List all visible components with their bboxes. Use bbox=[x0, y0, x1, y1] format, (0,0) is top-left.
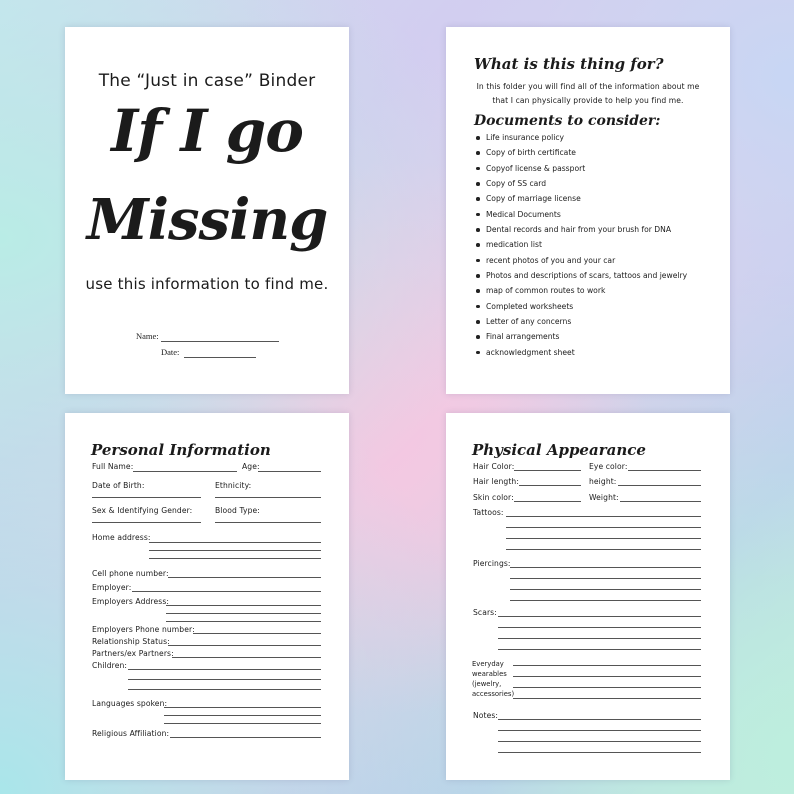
headline-if-i-go: If I go bbox=[111, 97, 303, 165]
list-item: Photos and descriptions of scars, tattoos and jewelry bbox=[476, 268, 687, 283]
blood-type-label: Blood Type: bbox=[215, 506, 260, 515]
partners-label: Partners/ex Partners: bbox=[92, 649, 174, 658]
notes-label: Notes: bbox=[473, 711, 499, 720]
notes-line bbox=[498, 719, 701, 720]
cover-page bbox=[65, 27, 349, 394]
wearables-label-line: (jewelry, bbox=[472, 680, 502, 688]
tattoos-line bbox=[506, 527, 701, 528]
children-line bbox=[128, 689, 321, 690]
dob-line bbox=[92, 497, 201, 498]
notes-line bbox=[498, 741, 701, 742]
documents-heading: Documents to consider: bbox=[474, 113, 661, 129]
list-item: recent photos of you and your car bbox=[476, 253, 687, 268]
languages-line bbox=[164, 723, 321, 724]
tattoos-label: Tattoos: bbox=[473, 508, 504, 517]
list-item: Copy of SS card bbox=[476, 176, 687, 191]
list-item: Completed worksheets bbox=[476, 299, 687, 314]
about-heading: What is this thing for? bbox=[474, 55, 664, 73]
dob-label: Date of Birth: bbox=[92, 481, 145, 490]
religious-line bbox=[170, 737, 321, 738]
piercings-line bbox=[510, 578, 701, 579]
religious-label: Religious Affiliation: bbox=[92, 729, 170, 738]
list-item: Final arrangements bbox=[476, 329, 687, 344]
home-address-line bbox=[149, 542, 321, 543]
name-line bbox=[161, 341, 279, 342]
eye-color-line bbox=[628, 470, 701, 471]
hair-color-label: Hair Color: bbox=[473, 462, 515, 471]
list-item: Copy of marriage license bbox=[476, 191, 687, 206]
home-address-label: Home address: bbox=[92, 533, 151, 542]
height-line bbox=[618, 485, 701, 486]
wearables-label-line: wearables bbox=[472, 670, 507, 678]
height-label: height: bbox=[589, 477, 617, 486]
piercings-line bbox=[510, 589, 701, 590]
personal-heading: Personal Information bbox=[91, 441, 271, 459]
scars-line bbox=[498, 638, 701, 639]
headline-missing: Missing bbox=[86, 187, 328, 253]
employers-address-line bbox=[166, 613, 321, 614]
full-name-label: Full Name: bbox=[92, 462, 134, 471]
wearables-line bbox=[513, 687, 701, 688]
documents-list bbox=[476, 130, 687, 360]
age-label: Age: bbox=[242, 462, 260, 471]
skin-color-line bbox=[514, 501, 581, 502]
children-line bbox=[128, 669, 321, 670]
binder-title: The “Just in case” Binder bbox=[98, 71, 316, 91]
employer-label: Employer: bbox=[92, 583, 132, 592]
piercings-label: Piercings: bbox=[473, 559, 511, 568]
employers-address-label: Employers Address: bbox=[92, 597, 170, 606]
list-item: Letter of any concerns bbox=[476, 314, 687, 329]
tattoos-line bbox=[506, 549, 701, 550]
sex-label: Sex & Identifying Gender: bbox=[92, 506, 193, 515]
age-line bbox=[258, 471, 321, 472]
tattoos-line bbox=[506, 538, 701, 539]
wearables-line bbox=[513, 698, 701, 699]
languages-line bbox=[164, 707, 321, 708]
skin-color-label: Skin color: bbox=[473, 493, 514, 502]
ethnicity-label: Ethnicity: bbox=[215, 481, 252, 490]
list-item: medication list bbox=[476, 237, 687, 252]
partners-line bbox=[172, 657, 321, 658]
hair-length-line bbox=[519, 485, 581, 486]
home-address-line bbox=[149, 550, 321, 551]
physical-heading: Physical Appearance bbox=[472, 441, 646, 459]
list-item: Medical Documents bbox=[476, 207, 687, 222]
blood-type-line bbox=[215, 522, 321, 523]
list-item: Life insurance policy bbox=[476, 130, 687, 145]
personal-info-page bbox=[65, 413, 349, 780]
home-address-line bbox=[149, 558, 321, 559]
employers-address-line bbox=[166, 605, 321, 606]
hair-length-label: Hair length: bbox=[473, 477, 519, 486]
children-line bbox=[128, 679, 321, 680]
languages-label: Languages spoken: bbox=[92, 699, 168, 708]
wearables-line bbox=[513, 665, 701, 666]
employers-phone-line bbox=[193, 633, 321, 634]
piercings-line bbox=[510, 567, 701, 568]
scars-line bbox=[498, 627, 701, 628]
employer-line bbox=[132, 591, 321, 592]
list-item: Copy of birth certificate bbox=[476, 145, 687, 160]
languages-line bbox=[164, 715, 321, 716]
list-item: map of common routes to work bbox=[476, 283, 687, 298]
scars-line bbox=[498, 616, 701, 617]
date-label: Date: bbox=[161, 347, 180, 357]
wearables-label bbox=[472, 659, 514, 699]
relationship-line bbox=[168, 645, 321, 646]
relationship-label: Relationship Status: bbox=[92, 637, 170, 646]
list-item: Copyof license & passport bbox=[476, 161, 687, 176]
name-label: Name: bbox=[136, 331, 159, 341]
wearables-line bbox=[513, 676, 701, 677]
employers-phone-label: Employers Phone number: bbox=[92, 625, 195, 634]
sex-line bbox=[92, 522, 201, 523]
cover-subtitle: use this information to find me. bbox=[85, 275, 329, 293]
about-intro-line1: In this folder you will find all of the information about me bbox=[476, 82, 700, 91]
eye-color-label: Eye color: bbox=[589, 462, 628, 471]
cell-line bbox=[168, 577, 321, 578]
employers-address-line bbox=[166, 621, 321, 622]
about-page bbox=[446, 27, 730, 394]
notes-line bbox=[498, 730, 701, 731]
wearables-label-line: accessories) bbox=[472, 690, 515, 698]
notes-line bbox=[498, 752, 701, 753]
list-item: acknowledgment sheet bbox=[476, 345, 687, 360]
cell-label: Cell phone number: bbox=[92, 569, 169, 578]
wearables-label-line: Everyday bbox=[472, 660, 504, 668]
ethnicity-line bbox=[215, 497, 321, 498]
weight-line bbox=[620, 501, 701, 502]
weight-label: Weight: bbox=[589, 493, 619, 502]
full-name-line bbox=[133, 471, 237, 472]
children-label: Children: bbox=[92, 661, 128, 670]
about-intro-line2: that I can physically provide to help you find me. bbox=[492, 96, 684, 105]
piercings-line bbox=[510, 600, 701, 601]
date-line bbox=[184, 357, 256, 358]
list-item: Dental records and hair from your brush for DNA bbox=[476, 222, 687, 237]
scars-line bbox=[498, 649, 701, 650]
tattoos-line bbox=[506, 516, 701, 517]
scars-label: Scars: bbox=[473, 608, 497, 617]
hair-color-line bbox=[514, 470, 581, 471]
physical-appearance-page bbox=[446, 413, 730, 780]
